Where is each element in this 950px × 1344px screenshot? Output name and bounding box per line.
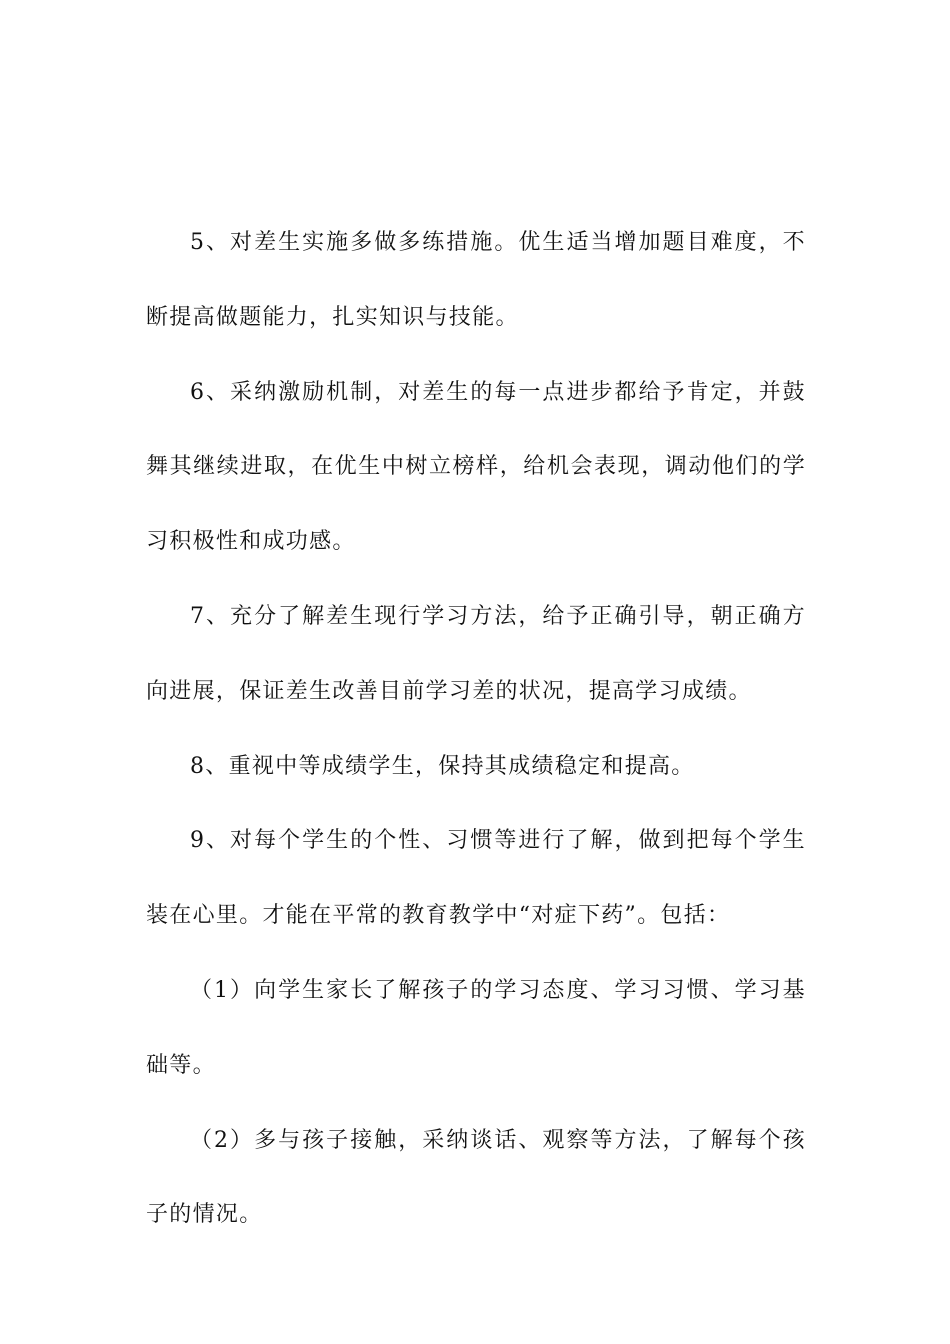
paragraph-9-item-1: （1）向学生家长了解孩子的学习态度、学习习惯、学习基础等。 — [146, 977, 806, 1078]
document-body — [146, 206, 806, 1253]
paragraph-9-item-2: （2）多与孩子接触，采纳谈话、观察等方法，了解每个孩子的情况。 — [146, 1127, 806, 1228]
paragraph-8: 8、重视中等成绩学生，保持其成绩稳定和提高。 — [190, 753, 695, 779]
paragraph-9: 9、对每个学生的个性、习惯等进行了解，做到把每个学生装在心里。才能在平常的教育教学中“对症下药”。包括： — [146, 828, 806, 929]
paragraph-7: 7、充分了解差生现行学习方法，给予正确引导，朝正确方向进展，保证差生改善目前学习差的状况，提高学习成绩。 — [146, 603, 806, 704]
paragraph-6: 6、采纳激励机制，对差生的每一点进步都给予肯定，并鼓舞其继续进取，在优生中树立榜样，给机会表现，调动他们的学习积极性和成功感。 — [146, 379, 806, 555]
paragraph-5: 5、对差生实施多做多练措施。优生适当增加题目难度，不断提高做题能力，扎实知识与技能。 — [146, 230, 806, 330]
